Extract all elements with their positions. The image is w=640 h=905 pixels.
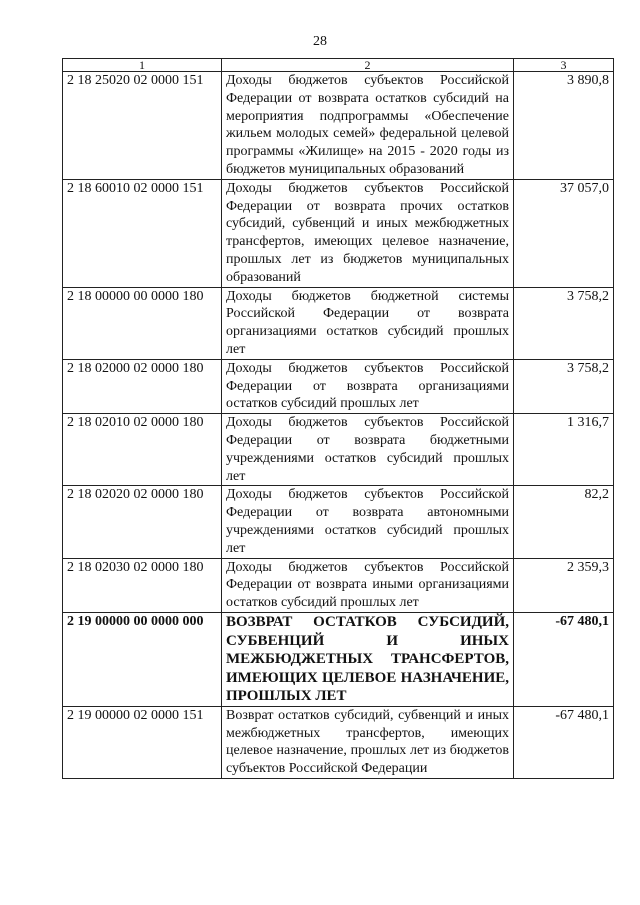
header-row [63,59,614,72]
table-row [63,72,614,180]
row-description: Доходы бюджетов бюджетной системы Российской Федерации от возврата организациями остатков субсидий прошлых лет [222,287,514,359]
table-row [63,486,614,558]
budget-code: 2 18 02020 02 0000 180 [63,486,222,558]
table-row [63,558,614,612]
row-description: Доходы бюджетов субъектов Российской Федерации от возврата автономными учреждениями остатков субсидий прошлых лет [222,486,514,558]
row-amount: 2 359,3 [514,558,614,612]
budget-table [62,58,614,779]
budget-code: 2 18 02030 02 0000 180 [63,558,222,612]
page-number: 28 [313,34,327,49]
budget-code: 2 18 02010 02 0000 180 [63,414,222,486]
table-row [63,287,614,359]
row-amount: 82,2 [514,486,614,558]
table-row [63,706,614,778]
row-amount: 3 890,8 [514,72,614,180]
table-row [63,414,614,486]
table-row [63,359,614,413]
table-row [63,179,614,287]
budget-code: 2 19 00000 02 0000 151 [63,706,222,778]
header-col-1: 1 [63,59,222,72]
row-amount: 3 758,2 [514,287,614,359]
table-header [63,59,614,72]
row-description: Доходы бюджетов субъектов Российской Федерации от возврата бюджетными учреждениями остатков субсидий прошлых лет [222,414,514,486]
budget-code: 2 18 60010 02 0000 151 [63,179,222,287]
header-col-2: 2 [222,59,514,72]
budget-code: 2 18 25020 02 0000 151 [63,72,222,180]
budget-code: 2 18 02000 02 0000 180 [63,359,222,413]
budget-code: 2 18 00000 00 0000 180 [63,287,222,359]
row-amount: 1 316,7 [514,414,614,486]
row-amount: -67 480,1 [514,706,614,778]
row-description: Доходы бюджетов субъектов Российской Федерации от возврата остатков субсидий на мероприятия подпрограммы «Обеспечение жильем молодых семей» федеральной целевой программы «Жилище» на 2015 - 2020 годы из бюджетов муниципальных образований [222,72,514,180]
budget-code: 2 19 00000 00 0000 000 [63,612,222,706]
header-col-3: 3 [514,59,614,72]
table-body [63,72,614,779]
row-description: Доходы бюджетов субъектов Российской Федерации от возврата организациями остатков субсидий прошлых лет [222,359,514,413]
table-row-section-total [63,612,614,706]
row-description: ВОЗВРАТ ОСТАТКОВ СУБСИДИЙ, СУБВЕНЦИЙ И ИНЫХ МЕЖБЮДЖЕТНЫХ ТРАНСФЕРТОВ, ИМЕЮЩИХ ЦЕЛЕВОЕ НАЗНАЧЕНИЕ, ПРОШЛЫХ ЛЕТ [222,612,514,706]
row-amount: 3 758,2 [514,359,614,413]
row-description: Возврат остатков субсидий, субвенций и иных межбюджетных трансфертов, имеющих целевое назначение, прошлых лет из бюджетов субъектов Российской Федерации [222,706,514,778]
row-amount: -67 480,1 [514,612,614,706]
row-description: Доходы бюджетов субъектов Российской Федерации от возврата иными организациями остатков субсидий прошлых лет [222,558,514,612]
row-description: Доходы бюджетов субъектов Российской Федерации от возврата прочих остатков субсидий, субвенций и иных межбюджетных трансфертов, имеющих целевое назначение, прошлых лет из бюджетов муниципальных образований [222,179,514,287]
row-amount: 37 057,0 [514,179,614,287]
